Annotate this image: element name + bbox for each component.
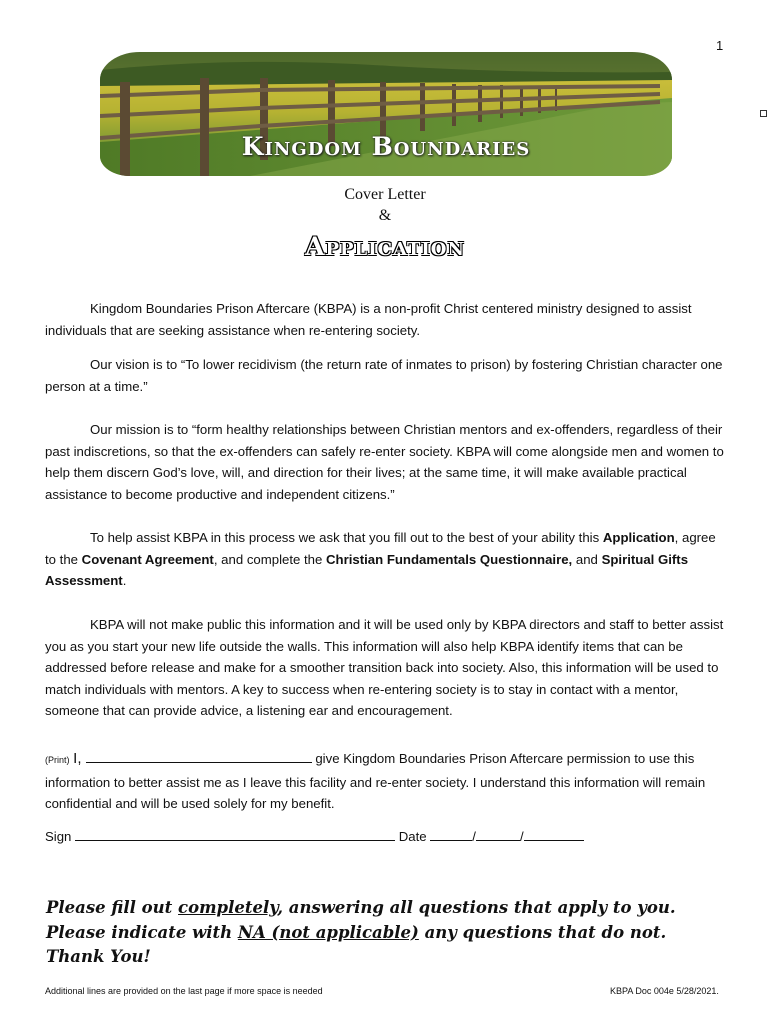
- print-name-field[interactable]: [86, 750, 312, 763]
- questionnaire-ref: Christian Fundamentals Questionnaire,: [326, 551, 573, 567]
- date-year-field[interactable]: [524, 828, 584, 841]
- document-id: KBPA Doc 004e 5/28/2021.: [610, 986, 719, 996]
- date-day-field[interactable]: [476, 828, 520, 841]
- paragraph-privacy: KBPA will not make public this information and it will be used only by KBPA directors and staff to better assist you as you start your new life outside the walls. This information will also help KBPA identify items that can be addressed before release and make for a smoother transition back into society. Also, this information will be used to match individuals with mentors. A key to success when re-entering society is to stay in contact with a mentor, someone that can provide advice, a listening ear and encouragement.: [45, 617, 724, 718]
- gifts-assessment-ref: Spiritual Gifts Assessment: [45, 551, 689, 588]
- ampersand: &: [378, 207, 392, 224]
- signature-field[interactable]: [75, 828, 395, 841]
- page-number: 1: [716, 38, 724, 53]
- paragraph-instructions: To help assist KBPA in this process we ask that you fill out to the best of your ability this Application, agree to the Covenant Agreement, and complete the Christian Fundamentals Questionnaire, and Spiritual Gifts Assessment.: [45, 530, 716, 588]
- corner-mark: [760, 110, 767, 117]
- application-ref: Application: [602, 530, 675, 545]
- cover-letter-heading: Cover Letter: [344, 186, 426, 203]
- print-label: (Print): [45, 755, 70, 765]
- banner-title: Kingdom Boundaries: [241, 132, 531, 161]
- date-month-field[interactable]: [430, 828, 472, 841]
- paragraph-intro: Kingdom Boundaries Prison Aftercare (KBPA) is a non-profit Christ centered ministry designed to assist individuals that are seeking assistance when re-entering society.: [45, 301, 692, 338]
- header-banner: [100, 52, 672, 176]
- footer-note: Additional lines are provided on the last page if more space is needed: [45, 986, 323, 996]
- instructions-notice: Please fill out completely, answering all questions that apply to you. Please indicate with NA (not applicable) any questions that do not. Thank You!: [46, 898, 676, 966]
- paragraph-vision: Our vision is to “To lower recidivism (the return rate of inmates to prison) by fostering Christian character one person at a time.”: [45, 357, 723, 394]
- paragraph-mission: Our mission is to “form healthy relationships between Christian mentors and ex-offenders, regardless of their past indiscretions, so that the ex-offenders can safely re-enter society. KBPA will come alongside men and women to help them discern God’s love, will, and direction for their lives; at the same time, it will make available practical assistance to become productive and independent citizens.”: [45, 422, 724, 502]
- signature-row: Sign Date / /: [45, 828, 584, 844]
- covenant-agreement-ref: Covenant Agreement: [81, 551, 214, 567]
- application-title: Application: [305, 232, 465, 261]
- paragraph-consent: (Print) I, give Kingdom Boundaries Prison Aftercare permission to use this information to better assist me as I leave this facility and re-enter society. I understand this information will remain confidential and will be used solely for my benefit.: [45, 750, 706, 811]
